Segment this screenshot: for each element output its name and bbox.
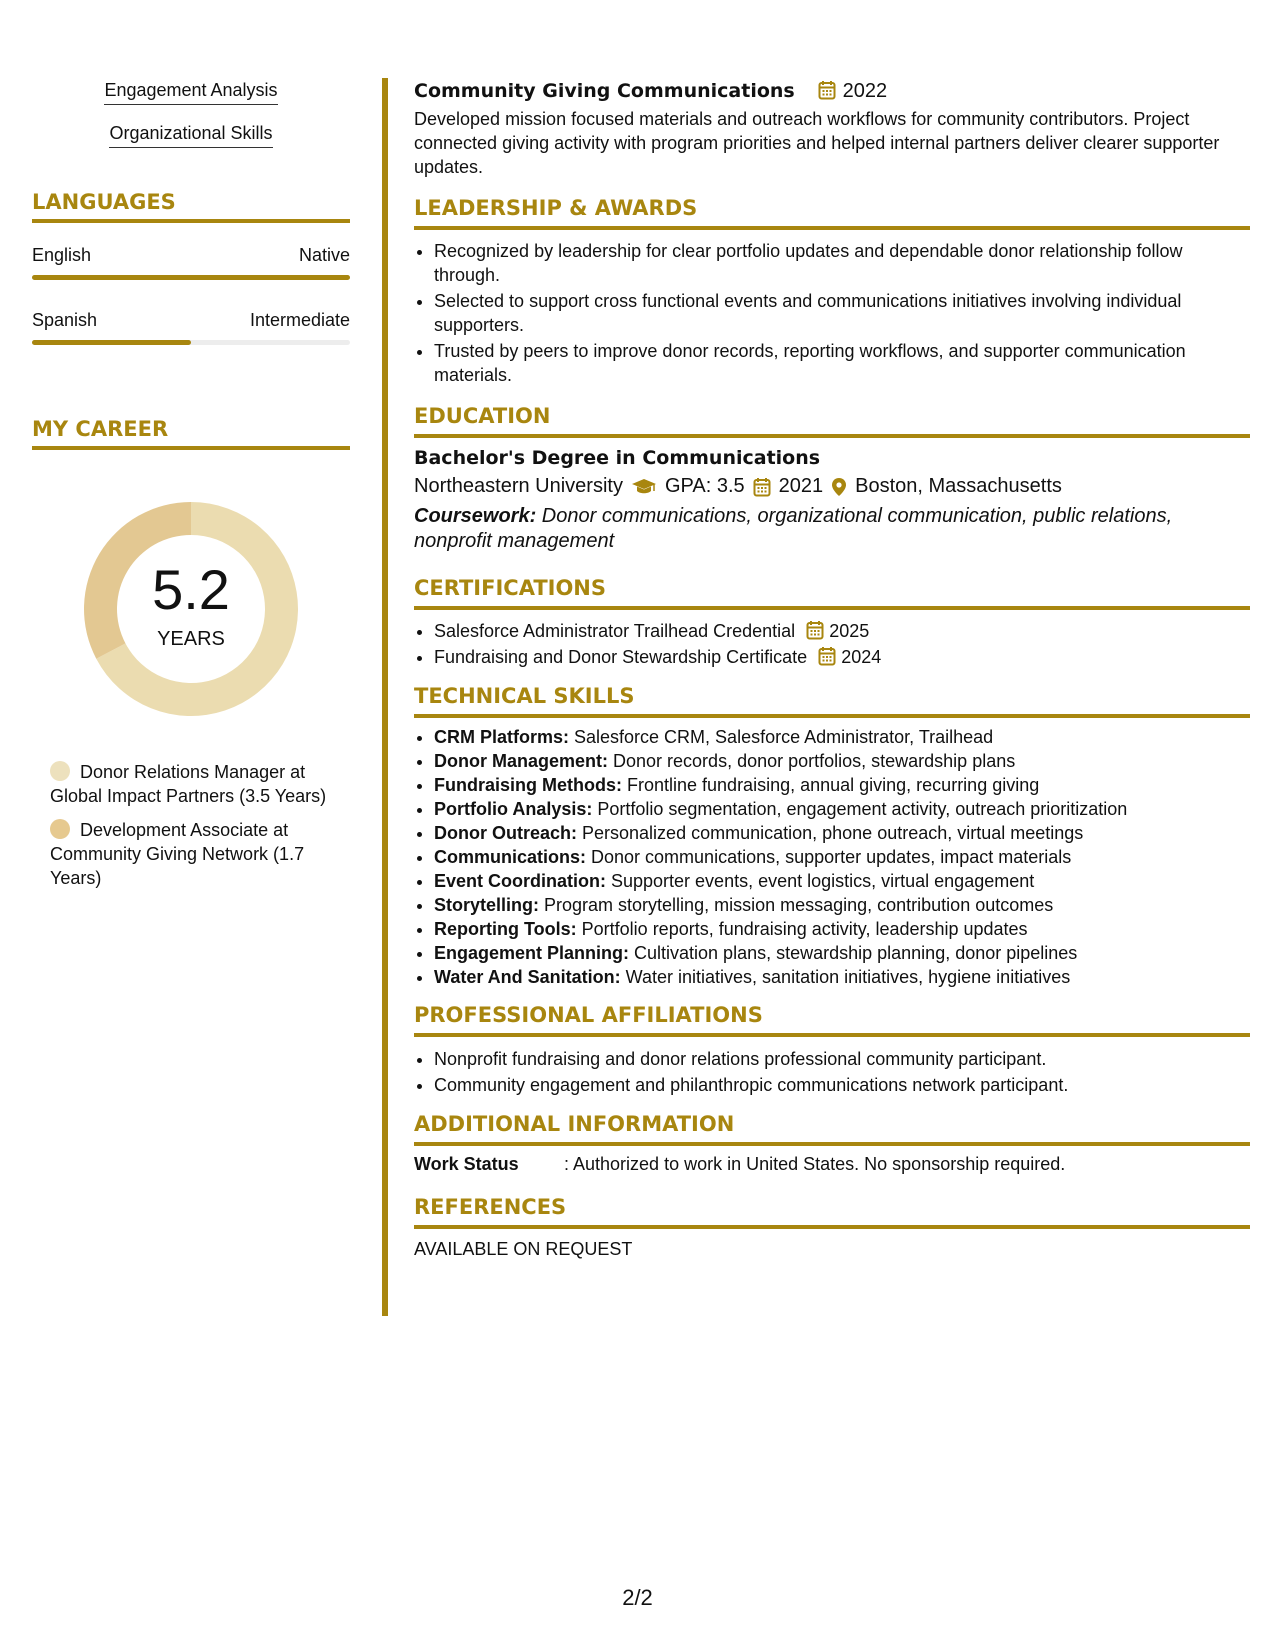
skill-label: Communications: [434,847,587,867]
career-donut [76,494,306,724]
skill-value: Donor communications, supporter updates, impact materials [586,847,1072,867]
education-heading: EDUCATION [414,404,1250,438]
list-item [434,845,1250,869]
skill-value: Salesforce CRM, Salesforce Administrator, Trailhead [569,727,994,747]
list-item [434,797,1250,821]
calendar-icon [818,646,836,666]
affiliations-list [414,1046,1250,1098]
project-year: 2022 [842,80,888,102]
certification-name: Salesforce Administrator Trailhead Credential [434,621,796,641]
career-legend-text: Donor Relations Manager at Global Impact Partners (3.5 Years) [50,762,327,806]
language-level: Intermediate [249,310,350,330]
certifications-list [414,618,1250,670]
skill-label: Portfolio Analysis: [434,799,593,819]
language-bar [32,340,350,345]
school-name: Northeastern University [414,475,623,497]
work-status-row [414,1154,1250,1175]
leadership-list [414,239,1250,387]
list-item [434,941,1250,965]
career-total-years: 5.2 [152,558,230,621]
graduation-year: 2021 [778,475,824,497]
left-column [32,80,350,900]
list-item [434,869,1250,893]
skill-label: Fundraising Methods: [434,775,622,795]
career-legend-item [50,760,330,808]
project-description: Developed mission focused materials and outreach workflows for community contributors. Project connected giving activity with program priorities and helped internal partners deliver clearer supporter updates. [414,109,1220,177]
skill-value: Personalized communication, phone outreach, virtual meetings [577,823,1084,843]
certification-name: Fundraising and Donor Stewardship Certificate [434,647,808,667]
skill-value: Portfolio segmentation, engagement activity, outreach prioritization [592,799,1128,819]
calendar-icon [818,80,836,100]
work-status-label: Work Status [414,1154,519,1174]
column-divider [382,78,388,1316]
skill-label: Event Coordination: [434,871,606,891]
skill-value: Supporter events, event logistics, virtual engagement [606,871,1035,891]
certifications-heading: CERTIFICATIONS [414,576,1250,610]
skill-value: Donor records, donor portfolios, stewardship plans [608,751,1016,771]
gpa: GPA: 3.5 [664,475,745,497]
affiliations-heading: PROFESSIONAL AFFILIATIONS [414,1003,1250,1037]
skill-label: Reporting Tools: [434,919,577,939]
skill-label: CRM Platforms: [434,727,570,747]
skill-value: Water initiatives, sanitation initiatives, hygiene initiatives [620,967,1071,987]
language-name: English [32,245,92,265]
list-item [434,821,1250,845]
career-legend-item [50,818,330,890]
skill-value: Cultivation plans, stewardship planning, donor pipelines [629,943,1078,963]
list-item [434,965,1250,989]
calendar-icon [806,620,824,640]
language-bar-fill [32,275,350,280]
school-location: Boston, Massachusetts [855,475,1062,497]
skill-tag: Organizational Skills [109,123,272,148]
language-item [32,310,350,345]
list-item [434,893,1250,917]
legend-dot-icon [50,819,70,839]
coursework [414,504,1250,554]
skill-tag: Engagement Analysis [104,80,277,105]
career-legend-text: Development Associate at Community Giving Network (1.7 Years) [50,820,305,888]
coursework-text: Donor communications, organizational communication, public relations, nonprofit management [414,505,1173,552]
list-item [434,725,1250,749]
additional-info-heading: ADDITIONAL INFORMATION [414,1112,1250,1146]
coursework-label: Coursework: [414,505,537,527]
page-number: 2/2 [622,1585,653,1610]
language-name: Spanish [32,310,98,330]
languages-heading: LANGUAGES [32,190,350,223]
list-item: • Nonprofit fundraising and donor relations professional community participant. [434,1046,1250,1072]
career-unit-label: YEARS [157,628,225,650]
skill-label: Storytelling: [434,895,540,915]
list-item: • Recognized by leadership for clear portfolio updates and dependable donor relationship follow through. [434,239,1250,287]
skill-label: Water And Sanitation: [434,967,621,987]
graduation-cap-icon [631,478,657,496]
career-legend [32,760,350,890]
technical-skills-list [414,725,1250,989]
list-item [434,644,1250,670]
list-item: • Community engagement and philanthropic communications network participant. [434,1072,1250,1098]
project-title: Community Giving Communications [414,80,795,102]
list-item: • Trusted by peers to improve donor records, reporting workflows, and supporter communication materials. [434,339,1250,387]
calendar-icon [753,477,771,497]
skill-value: Portfolio reports, fundraising activity, leadership updates [576,919,1028,939]
skill-label: Donor Outreach: [434,823,578,843]
skill-value: Program storytelling, mission messaging, contribution outcomes [539,895,1054,915]
degree-title: Bachelor's Degree in Communications [414,447,821,469]
right-column [414,80,1250,1260]
technical-skills-heading: TECHNICAL SKILLS [414,684,1250,718]
references-heading: REFERENCES [414,1195,1250,1229]
project-header [414,80,1250,103]
language-item [32,245,350,280]
work-status-value: : Authorized to work in United States. No sponsorship required. [564,1154,1066,1174]
list-item [434,773,1250,797]
leadership-heading: LEADERSHIP & AWARDS [414,196,1250,230]
language-bar-fill [32,340,191,345]
career-heading: MY CAREER [32,417,350,450]
location-pin-icon [831,477,847,497]
skill-label: Engagement Planning: [434,943,630,963]
certification-year: 2025 [829,621,870,641]
list-item [434,749,1250,773]
legend-dot-icon [50,761,70,781]
language-level: Native [298,245,350,265]
skill-label: Donor Management: [434,751,609,771]
list-item [434,618,1250,644]
certification-year: 2024 [841,647,882,667]
references-text: AVAILABLE ON REQUEST [414,1239,633,1259]
skill-value: Frontline fundraising, annual giving, recurring giving [622,775,1040,795]
education-details [414,475,1250,498]
language-bar [32,275,350,280]
list-item [434,917,1250,941]
list-item: • Selected to support cross functional events and communications initiatives involving individual supporters. [434,289,1250,337]
